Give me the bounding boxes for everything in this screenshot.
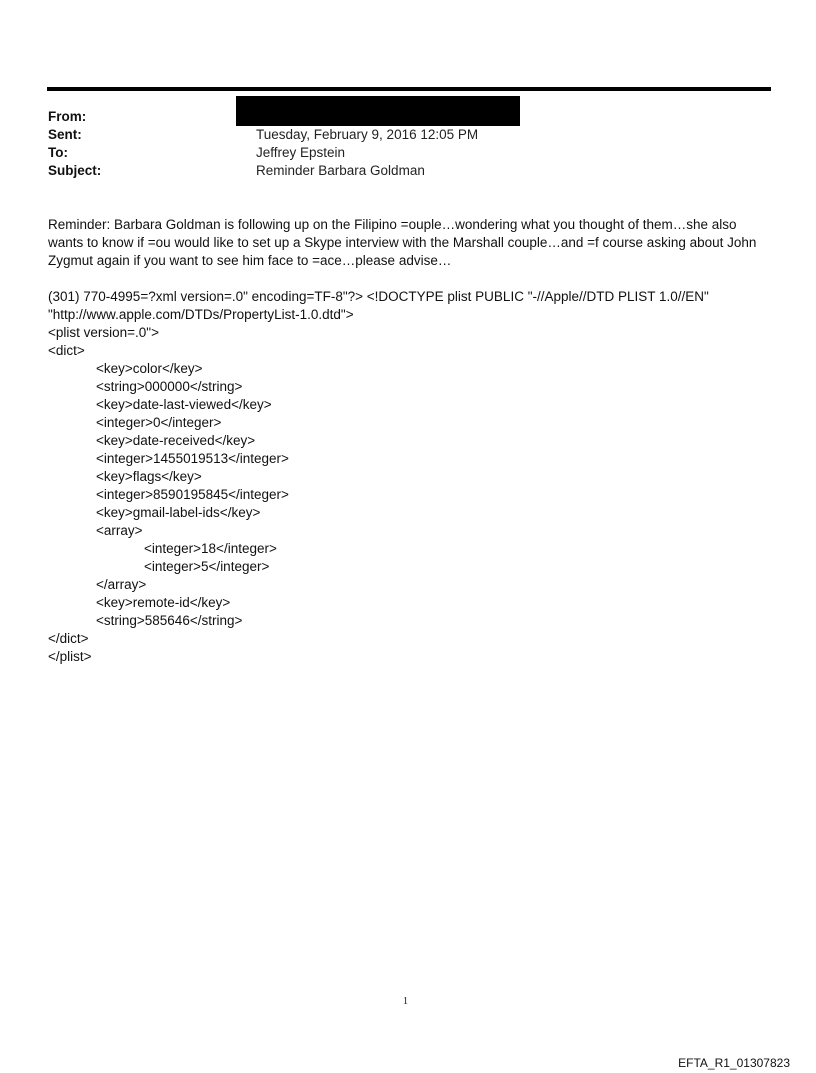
- plist-line: </plist>: [48, 649, 92, 664]
- plist-line: <integer>5</integer>: [144, 559, 270, 574]
- email-header: [48, 108, 748, 180]
- plist-line: <integer>8590195845</integer>: [96, 487, 289, 502]
- message-paragraph: Reminder: Barbara Goldman is following up on the Filipino =ouple…wondering what you thought of them…she also wants to know if =ou would like to set up a Skype interview with the Marshall couple…and =f course asking about John Zygmut again if you want to see him face to =ace…please advise…: [48, 217, 757, 268]
- subject-label: Subject:: [48, 163, 102, 178]
- message-body: [48, 216, 773, 270]
- to-label: To:: [48, 145, 68, 160]
- subject-row: [48, 162, 748, 180]
- plist-block: [48, 288, 773, 666]
- from-row: [48, 108, 748, 126]
- plist-line: "http://www.apple.com/DTDs/PropertyList-1.0.dtd">: [48, 307, 354, 322]
- plist-line: <string>585646</string>: [96, 613, 243, 628]
- plist-line: (301) 770-4995=?xml version=.0" encoding=TF-8"?> <!DOCTYPE plist PUBLIC "-//Apple//DTD PLIST 1.0//EN": [48, 289, 709, 304]
- plist-line: <key>flags</key>: [96, 469, 202, 484]
- plist-line: <key>color</key>: [96, 361, 203, 376]
- plist-line: <integer>18</integer>: [144, 541, 277, 556]
- plist-line: <key>remote-id</key>: [96, 595, 231, 610]
- plist-line: <key>date-last-viewed</key>: [96, 397, 272, 412]
- sent-row: [48, 126, 748, 144]
- plist-line: <string>000000</string>: [96, 379, 243, 394]
- page-number: 1: [403, 996, 408, 1007]
- plist-line: <plist version=.0">: [48, 325, 159, 340]
- to-row: [48, 144, 748, 162]
- plist-line: <array>: [96, 523, 143, 538]
- plist-line: </array>: [96, 577, 147, 592]
- sent-value: Tuesday, February 9, 2016 12:05 PM: [256, 127, 479, 142]
- plist-line: <dict>: [48, 343, 85, 358]
- plist-line: <key>date-received</key>: [96, 433, 256, 448]
- plist-line: <integer>1455019513</integer>: [96, 451, 289, 466]
- header-rule: [47, 87, 771, 91]
- plist-line: <integer>0</integer>: [96, 415, 222, 430]
- subject-value: Reminder Barbara Goldman: [256, 163, 425, 178]
- to-value: Jeffrey Epstein: [256, 145, 346, 160]
- plist-line: </dict>: [48, 631, 89, 646]
- plist-line: <key>gmail-label-ids</key>: [96, 505, 261, 520]
- document-id: EFTA_R1_01307823: [678, 1056, 790, 1070]
- from-label: From:: [48, 109, 87, 124]
- sent-label: Sent:: [48, 127, 82, 142]
